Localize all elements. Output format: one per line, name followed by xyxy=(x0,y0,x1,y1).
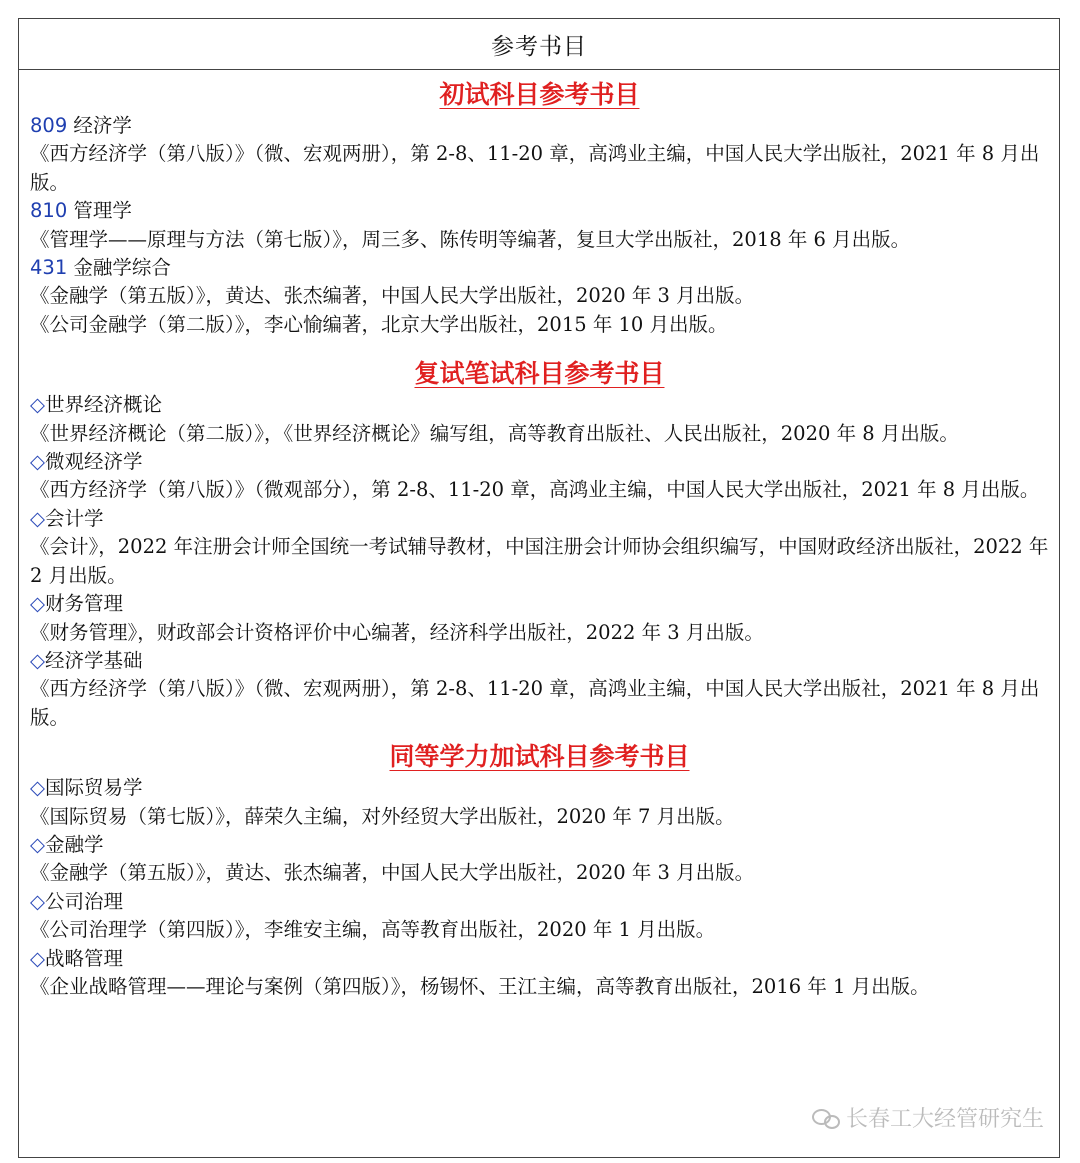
subject-810 xyxy=(30,197,1049,254)
book-entry: 《西方经济学（第八版）》（微、宏观两册），第 2-8、11-20 章，高鸿业主编，中国人民大学出版社，2021 年 8 月出版。 xyxy=(30,142,1040,194)
book-entry: 《管理学——原理与方法（第七版）》，周三多、陈传明等编著，复旦大学出版社，2018 年 6 月出版。 xyxy=(30,227,911,251)
subject-name: 国际贸易学 xyxy=(45,776,143,800)
section-title-retest: 复试笔试科目参考书目 xyxy=(414,359,665,389)
subject-name: 世界经济概论 xyxy=(45,393,163,417)
diamond-bullet-icon: ◇ xyxy=(30,648,45,672)
subject-name: 微观经济学 xyxy=(45,450,143,474)
retest-subject-world-economy xyxy=(30,391,1049,448)
equiv-subject-strategic-management xyxy=(30,945,1049,1002)
subject-name: 战略管理 xyxy=(45,946,124,970)
retest-subject-accounting xyxy=(30,505,1049,590)
book-entry: 《金融学（第五版）》，黄达、张杰编著，中国人民大学出版社，2020 年 3 月出版。 xyxy=(30,284,755,308)
equiv-subject-corporate-governance xyxy=(30,888,1049,945)
diamond-bullet-icon: ◇ xyxy=(30,506,45,530)
subject-name: 公司治理 xyxy=(45,889,124,913)
subject-name: 金融学 xyxy=(45,832,104,856)
retest-subject-microeconomics xyxy=(30,448,1049,505)
book-entry: 《西方经济学（第八版）》（微、宏观两册），第 2-8、11-20 章，高鸿业主编，中国人民大学出版社，2021 年 8 月出版。 xyxy=(30,677,1040,729)
book-entry: 《财务管理》，财政部会计资格评价中心编著，经济科学出版社，2022 年 3 月出版。 xyxy=(30,620,764,644)
section-title-initial: 初试科目参考书目 xyxy=(439,80,640,109)
subject-name: 经济学 xyxy=(67,114,132,137)
book-entry: 《西方经济学（第八版）》（微观部分），第 2-8、11-20 章，高鸿业主编，中国人民大学出版社，2021 年 8 月出版。 xyxy=(30,478,1040,502)
book-entry: 《公司治理学（第四版）》，李维安主编，高等教育出版社，2020 年 1 月出版。 xyxy=(30,918,716,942)
subject-809 xyxy=(30,112,1049,197)
diamond-bullet-icon: ◇ xyxy=(30,889,45,913)
equiv-subject-finance xyxy=(30,831,1049,888)
diamond-bullet-icon: ◇ xyxy=(30,946,45,970)
table-title: 参考书目 xyxy=(491,33,587,60)
book-entry: 《世界经济概论（第二版）》，《世界经济概论》编写组，高等教育出版社、人民出版社，2020 年 8 月出版。 xyxy=(30,421,959,445)
subject-name: 管理学 xyxy=(67,199,132,223)
diamond-bullet-icon: ◇ xyxy=(30,592,45,616)
book-entry: 《金融学（第五版）》，黄达、张杰编著，中国人民大学出版社，2020 年 3 月出版。 xyxy=(30,861,755,885)
subject-431 xyxy=(30,254,1049,339)
watermark xyxy=(812,1102,1044,1133)
wechat-icon xyxy=(812,1107,840,1129)
subject-name: 会计学 xyxy=(45,506,104,530)
diamond-bullet-icon: ◇ xyxy=(30,450,45,474)
equiv-subject-international-trade xyxy=(30,774,1049,831)
subject-name: 金融学综合 xyxy=(67,256,171,280)
section-title-equivalent: 同等学力加试科目参考书目 xyxy=(389,742,690,772)
book-entry: 《公司金融学（第二版）》，李心愉编著，北京大学出版社，2015 年 10 月出版。 xyxy=(30,312,728,336)
book-entry: 《国际贸易（第七版）》，薛荣久主编，对外经贸大学出版社，2020 年 7 月出版。 xyxy=(30,804,735,828)
subject-name: 经济学基础 xyxy=(45,648,143,672)
diamond-bullet-icon: ◇ xyxy=(30,832,45,856)
subject-code: 809 xyxy=(30,114,68,137)
retest-subject-economics-basics xyxy=(30,647,1049,732)
bibliography-table xyxy=(18,18,1060,1158)
subject-code: 431 xyxy=(30,256,68,280)
diamond-bullet-icon: ◇ xyxy=(30,393,45,417)
subject-name: 财务管理 xyxy=(45,592,124,616)
book-entry: 《企业战略管理——理论与案例（第四版）》，杨锡怀、王江主编，高等教育出版社，2016 年 1 月出版。 xyxy=(30,974,930,998)
subject-code: 810 xyxy=(30,199,68,223)
diamond-bullet-icon: ◇ xyxy=(30,776,45,800)
watermark-text: 长春工大经管研究生 xyxy=(845,1107,1044,1132)
retest-subject-financial-management xyxy=(30,590,1049,647)
table-header xyxy=(19,19,1059,70)
book-entry: 《会计》，2022 年注册会计师全国统一考试辅导教材，中国注册会计师协会组织编写，中国财政经济出版社，2022 年 2 月出版。 xyxy=(30,535,1049,587)
table-body xyxy=(19,70,1059,1001)
